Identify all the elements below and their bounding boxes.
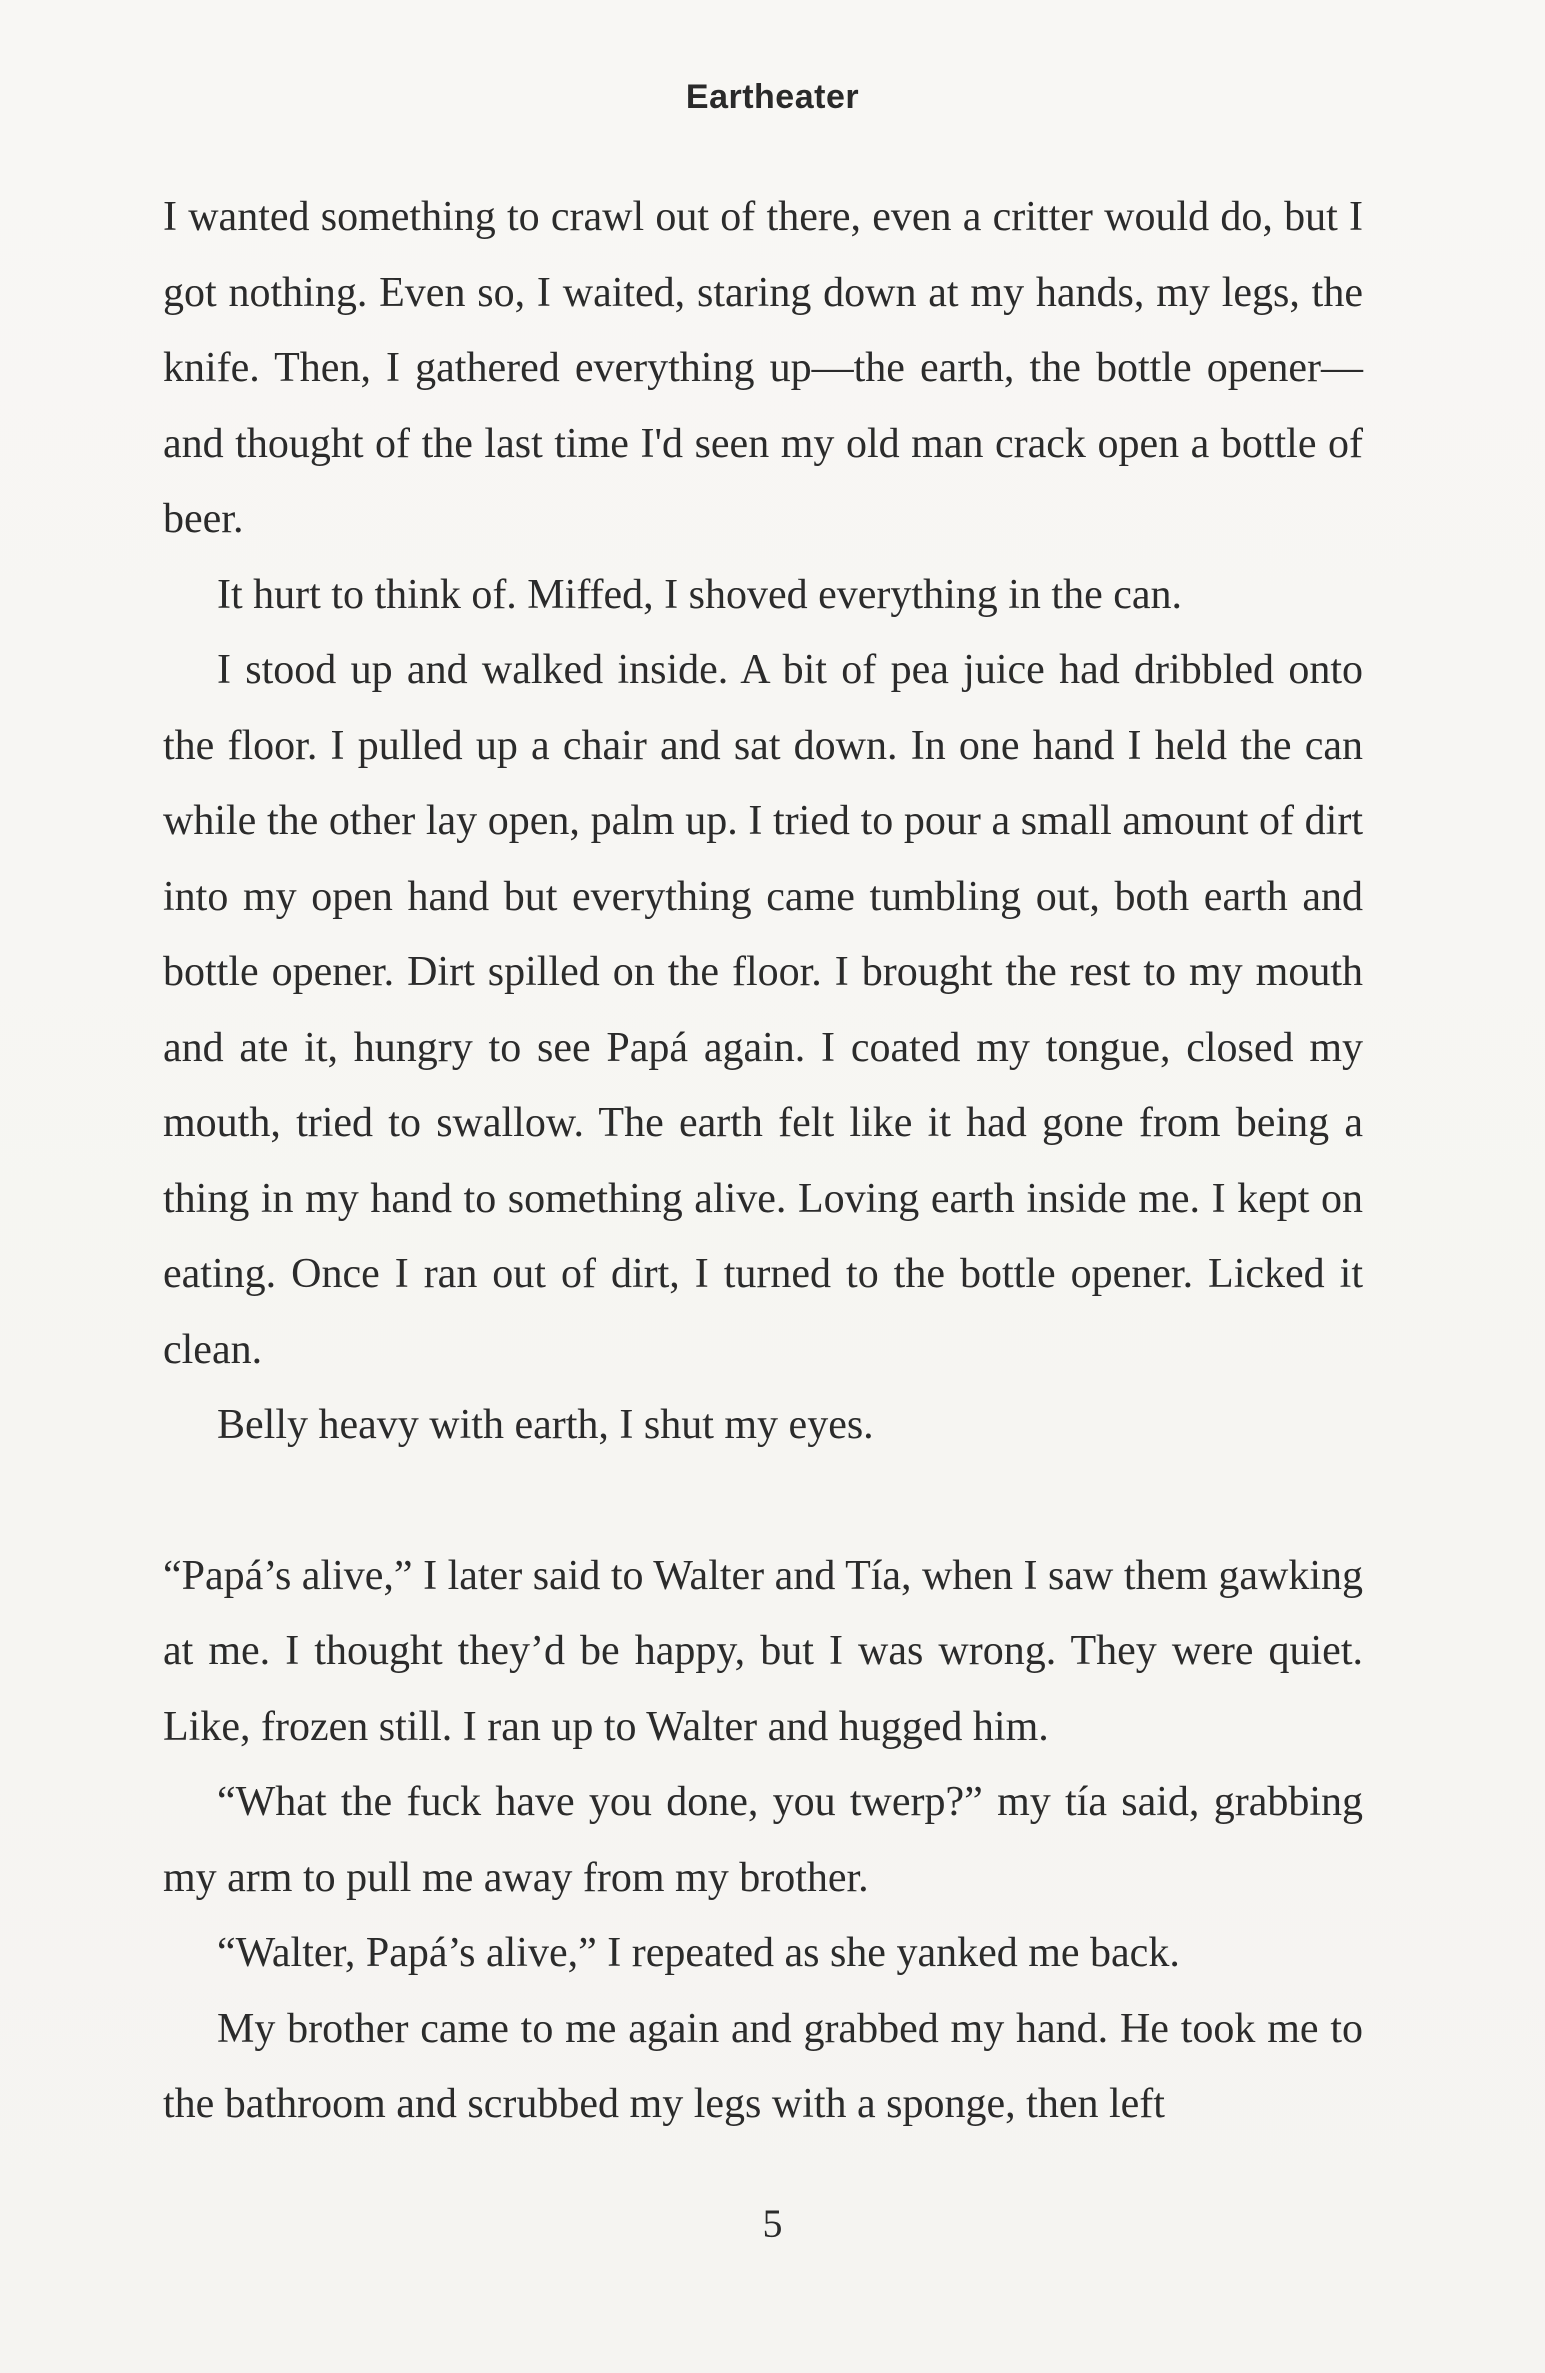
- paragraph-4: Belly heavy with earth, I shut my eyes.: [217, 1402, 874, 1448]
- paragraph-5: “Papá’s alive,” I later said to Walter and Tía, when I saw them gawking at me. I thought they’d be happy, but I was wrong. They were quiet. Like, frozen still. I ran up to Walter and hugged him.: [163, 1552, 1363, 1750]
- paragraph-3: I stood up and walked inside. A bit of pea juice had dribbled onto the floor. I pulled up a chair and sat down. In one hand I held the can while the other lay open, palm up. I tried to pour a small amount of dirt into my open hand but everything came tumbling out, both earth and bottle opener. Dirt spilled on the floor. I brought the rest to my mouth and ate it, hungry to see Papá again. I coated my tongue, closed my mouth, tried to swallow. The earth felt like it had gone from being a thing in my hand to something alive. Loving earth inside me. I kept on eating. Once I ran out of dirt, I turned to the bottle opener. Licked it clean.: [163, 647, 1363, 1373]
- paragraph-1: I wanted something to crawl out of there, even a critter would do, but I got nothing. Even so, I waited, staring down at my hands, my legs, the knife. Then, I gathered everything up—the earth, the bottle opener—and thought of the last time I'd seen my old man crack open a bottle of beer.: [163, 194, 1363, 542]
- paragraph-8: My brother came to me again and grabbed my hand. He took me to the bathroom and scrubbed my legs with a sponge, then left: [163, 2005, 1363, 2127]
- body-text: [163, 180, 1363, 2143]
- running-head-title: Eartheater: [685, 78, 860, 116]
- paragraph-7: “Walter, Papá’s alive,” I repeated as she yanked me back.: [217, 1930, 1180, 1976]
- paragraph-2: It hurt to think of. Miffed, I shoved everything in the can.: [217, 571, 1183, 618]
- paragraph-6: “What the fuck have you done, you twerp?” my tía said, grabbing my arm to pull me away from my brother.: [163, 1779, 1363, 1901]
- page-number: 5: [762, 2201, 783, 2246]
